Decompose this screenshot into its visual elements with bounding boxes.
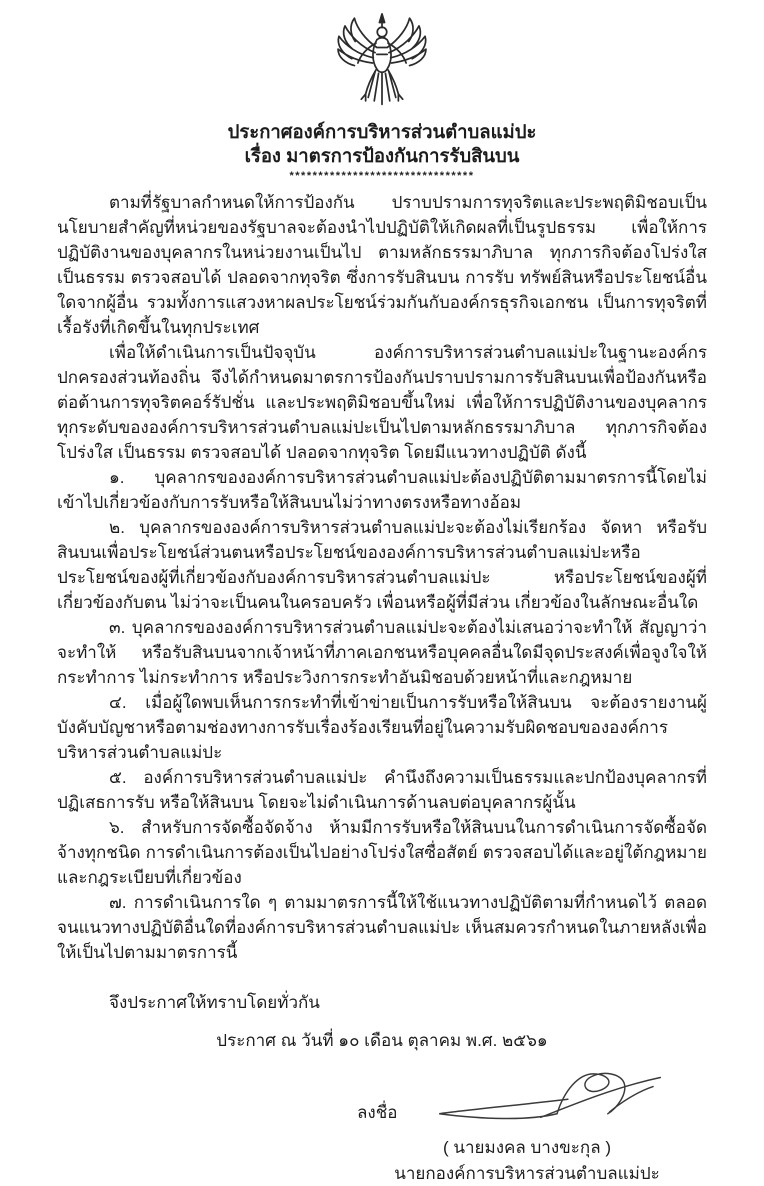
list-item-5: ๕. องค์การบริหารส่วนตำบลแม่ปะ คำนึงถึงความเป็นธรรมและปกป้องบุคลากรที่ปฏิเสธการรับ หรือให้สินบน โดยจะไม่ดำเนินการด้านลบต่อบุคลากรผู้นั้น: [57, 768, 707, 812]
list-item-3: ๓. บุคลากรขององค์การบริหารส่วนตำบลแม่ปะจะต้องไม่เสนอว่าจะทำให้ สัญญาว่าจะทำให้ หรือรับสินบนจากเจ้าหน้าที่ภาคเอกชนหรือบุคคลอื่นใดมีจุดประสงค์เพื่อจูงใจให้กระทำการ ไม่กระทำการ หรือประวิงการกระทำอันมิชอบด้วยหน้าที่และกฎหมาย: [57, 618, 707, 687]
document-body: [57, 190, 707, 1053]
paragraph-intro-1: ตามที่รัฐบาลกำหนดให้การป้องกัน ปราบปรามการทุจริตและประพฤติมิชอบเป็นนโยบายสำคัญที่หน่วยของรัฐบาลจะต้องนำไปปฏิบัติให้เกิดผลที่เป็นรูปธรรม เพื่อให้การปฏิบัติงานของบุคลากรในหน่วยงานเป็นไป ตามหลักธรรมาภิบาล ทุกภารกิจต้องโปร่งใส เป็นธรรม ตรวจสอบได้ ปลอดจากทุจริต ซึ่งการรับสินบน การรับ ทรัพย์สินหรือประโยชน์อื่นใดจากผู้อื่น รวมทั้งการแสวงหาผลประโยชน์ร่วมกันกับองค์กรธุรกิจเอกชน เป็นการทุจริตที่ เรื้อรังที่เกิดขึ้นในทุกประเทศ: [57, 193, 707, 337]
signature-label: ลงชื่อ: [357, 1103, 398, 1122]
emblem-container: [57, 10, 707, 118]
signer-position: นายกองค์การบริหารส่วนตำบลแม่ปะ: [394, 1164, 660, 1183]
list-item-6: ๖. สำหรับการจัดซื้อจัดจ้าง ห้ามมีการรับหรือให้สินบนในการดำเนินการจัดซื้อจัดจ้างทุกชนิด การดำเนินการต้องเป็นไปอย่างโปร่งใสซื่อสัตย์ ตรวจสอบได้และอยู่ใต้กฎหมายและกฎระเบียบที่เกี่ยวข้อง: [57, 818, 707, 887]
list-item-2: ๒. บุคลากรขององค์การบริหารส่วนตำบลแม่ปะจะต้องไม่เรียกร้อง จัดหา หรือรับสินบนเพื่อประโยชน์ส่วนตนหรือประโยชน์ขององค์การบริหารส่วนตำบลแม่ปะหรือประโยชน์ของผู้ที่เกี่ยวข้องกับองค์การบริหารส่วนตำบลแม่ปะ หรือประโยชน์ของผู้ที่เกี่ยวข้องกับตน ไม่ว่าจะเป็นคนในครอบครัว เพื่อนหรือผู้ที่มีส่วน เกี่ยวข้องในลักษณะอื่นใด: [57, 518, 707, 612]
signature-row: [357, 1065, 697, 1127]
closing-statement: จึงประกาศให้ทราบโดยทั่วกัน: [109, 993, 320, 1012]
list-item-4: ๔. เมื่อผู้ใดพบเห็นการกระทำที่เข้าข่ายเป็นการรับหรือให้สินบน จะต้องรายงานผู้บังคับบัญชาหรือตามช่องทางการรับเรื่องร้องเรียนที่อยู่ในความรับผิดชอบขององค์การบริหารส่วนตำบลแม่ปะ: [57, 693, 707, 762]
paragraph-intro-2: เพื่อให้ดำเนินการเป็นปัจจุบัน องค์การบริหารส่วนตำบลแม่ปะในฐานะองค์กรปกครองส่วนท้องถิ่น จึงได้กำหนดมาตรการป้องกันปราบปรามการรับสินบนเพื่อป้องกันหรือต่อต้านการทุจริตคอร์รัปชั่น และประพฤติมิชอบขึ้นใหม่ เพื่อให้การปฏิบัติงานของบุคลากรทุกระดับขององค์การบริหารส่วนตำบลแม่ปะเป็นไปตามหลักธรรมาภิบาล ทุกภารกิจต้องโปร่งใส เป็นธรรม ตรวจสอบได้ ปลอดจากทุจริต โดยมีแนวทางปฏิบัติ ดังนี้: [57, 343, 707, 462]
signature-block: [357, 1065, 697, 1186]
page-subject: เรื่อง มาตรการป้องกันการรับสินบน: [244, 145, 520, 166]
asterisk-divider: ********************************: [289, 170, 475, 182]
page-title: ประกาศองค์การบริหารส่วนตำบลแม่ปะ: [227, 121, 537, 142]
signer-name: ( นายมงคล บางขะกุล ): [442, 1138, 612, 1157]
garuda-emblem-icon: [326, 10, 438, 116]
list-item-1: ๑. บุคลากรขององค์การบริหารส่วนตำบลแม่ปะต้องปฏิบัติตามมาตรการนี้โดยไม่เข้าไปเกี่ยวข้องกับการรับหรือให้สินบนไม่ว่าทางตรงหรือทางอ้อม: [57, 468, 707, 512]
announcement-date: ประกาศ ณ วันที่ ๑๐ เดือน ตุลาคม พ.ศ. ๒๕๖๑: [216, 1031, 548, 1050]
handwritten-signature-icon: [403, 1063, 697, 1121]
list-item-7: ๗. การดำเนินการใด ๆ ตามมาตรการนี้ให้ใช้แนวทางปฏิบัติตามที่กำหนดไว้ ตลอดจนแนวทางปฏิบัติอื่นใดที่องค์การบริหารส่วนตำบลแม่ปะ เห็นสมควรกำหนดในภายหลังเพื่อให้เป็นไปตามมาตรการนี้: [57, 893, 707, 962]
